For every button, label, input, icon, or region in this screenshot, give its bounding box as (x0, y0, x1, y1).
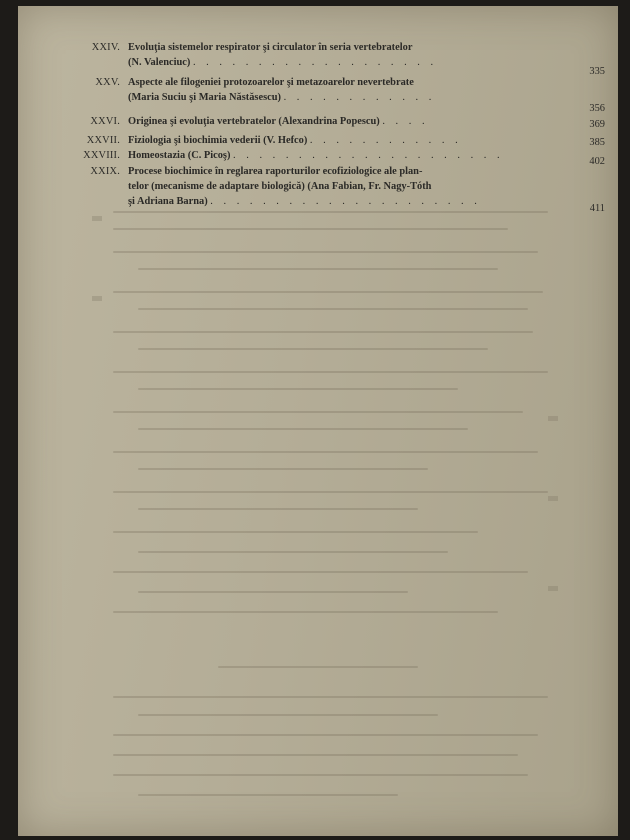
chapter-title-line: telor (mecanisme de adaptare biologică) (Ana Fabian, Fr. Nagy-Tóth (128, 181, 432, 192)
page-number: 335 (589, 66, 605, 77)
chapter-title (128, 114, 498, 129)
chapter-title-line: Originea şi evoluţia vertebratelor (Alexandrina Popescu) . . . . (128, 116, 429, 127)
chapter-title (128, 148, 504, 163)
chapter-numeral: XXV. (95, 77, 120, 88)
toc-entry-xxix (80, 164, 605, 214)
chapter-title (128, 164, 498, 209)
chapter-title (128, 133, 498, 148)
chapter-numeral: XXIX. (90, 166, 120, 177)
chapter-title-line: (Maria Suciu şi Maria Năstăsescu) . . . . . . . . . . . . (128, 92, 436, 103)
chapter-numeral: XXIV. (91, 42, 120, 53)
chapter-numeral: XXVII. (86, 135, 120, 146)
chapter-title (128, 75, 498, 105)
chapter-title-line: Fiziologia şi biochimia vederii (V. Hefco) . . . . . . . . . . . . (128, 135, 462, 146)
chapter-title (128, 40, 498, 70)
page-number: 369 (589, 119, 605, 130)
page-number: 402 (589, 156, 605, 167)
toc-entry-xxvi (80, 114, 605, 132)
chapter-numeral: XXVIII. (83, 150, 120, 161)
chapter-title-line: (N. Valenciuc) . . . . . . . . . . . . . . . . . . . (128, 57, 438, 68)
chapter-title-line: Evoluţia sistemelor respirator şi circulator în seria vertebratelor (128, 42, 413, 53)
toc-entry-xxv (80, 75, 605, 114)
toc-entry-xxiv (80, 40, 605, 77)
chapter-title-line: Homeostazia (C. Picoş) . . . . . . . . . . . . . . . . . . . . . (128, 150, 504, 161)
chapter-title-line: Procese biochimice în reglarea raporturilor ecofiziologice ale plan- (128, 166, 423, 177)
page-number: 411 (589, 203, 605, 214)
chapter-numeral: XXVI. (90, 116, 120, 127)
page-number: 385 (589, 137, 605, 148)
chapter-title-line: şi Adriana Barna) . . . . . . . . . . . . . . . . . . . . . (128, 196, 481, 207)
chapter-title-line: Aspecte ale filogeniei protozoarelor şi metazoarelor nevertebrate (128, 77, 414, 88)
page-number: 356 (589, 103, 605, 114)
book-page (18, 6, 618, 836)
